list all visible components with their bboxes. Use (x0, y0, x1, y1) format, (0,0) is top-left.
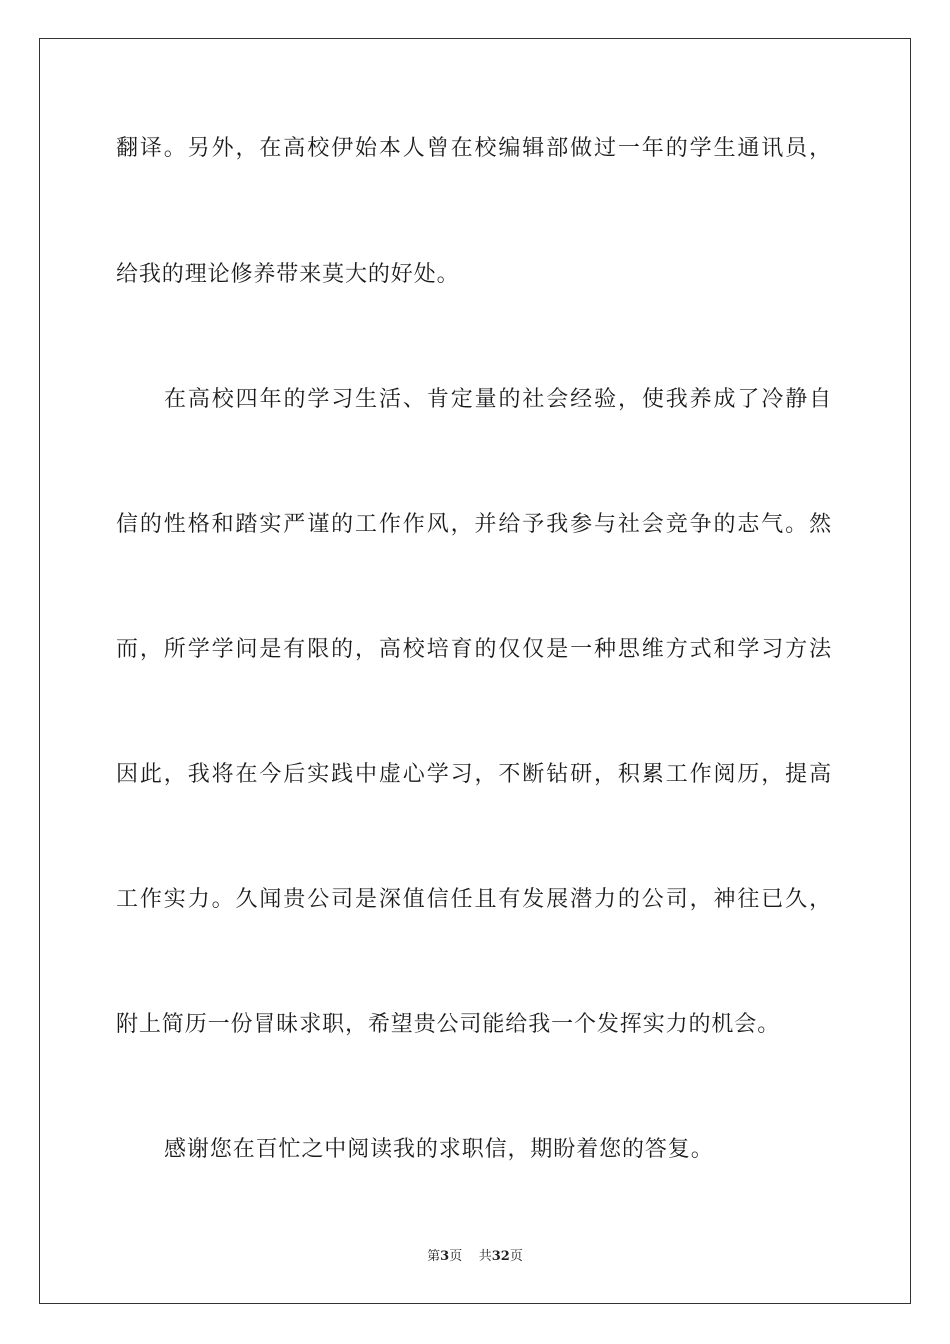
footer-page-number: 3 (440, 1249, 450, 1264)
footer-total-suffix: 页 (509, 1249, 523, 1264)
body-line-3: 在高校四年的学习生活、肯定量的社会经验，使我养成了冷静自 (164, 387, 832, 412)
body-line-7: 工作实力。久闻贵公司是深值信任且有发展潜力的公司，神往已久， (116, 887, 832, 912)
body-line-9: 感谢您在百忙之中阅读我的求职信，期盼着您的答复。 (164, 1137, 714, 1162)
footer-page-label: 第 (427, 1249, 441, 1264)
footer-total-label: 共 (478, 1249, 492, 1264)
body-line-6: 因此，我将在今后实践中虚心学习，不断钻研，积累工作阅历，提高 (116, 762, 832, 787)
body-line-5: 而，所学学问是有限的，高校培育的仅仅是一种思维方式和学习方法 (116, 637, 832, 662)
body-line-4: 信的性格和踏实严谨的工作作风，并给予我参与社会竞争的志气。然 (116, 512, 832, 537)
body-line-2: 给我的理论修养带来莫大的好处。 (116, 262, 460, 287)
page-border (39, 38, 911, 1304)
page-footer (0, 1248, 950, 1266)
body-line-1: 翻译。另外，在高校伊始本人曾在校编辑部做过一年的学生通讯员， (116, 136, 832, 161)
footer-total-pages: 32 (491, 1249, 510, 1264)
footer-page-suffix: 页 (449, 1249, 463, 1264)
body-line-8: 附上简历一份冒昧求职，希望贵公司能给我一个发挥实力的机会。 (116, 1012, 781, 1037)
